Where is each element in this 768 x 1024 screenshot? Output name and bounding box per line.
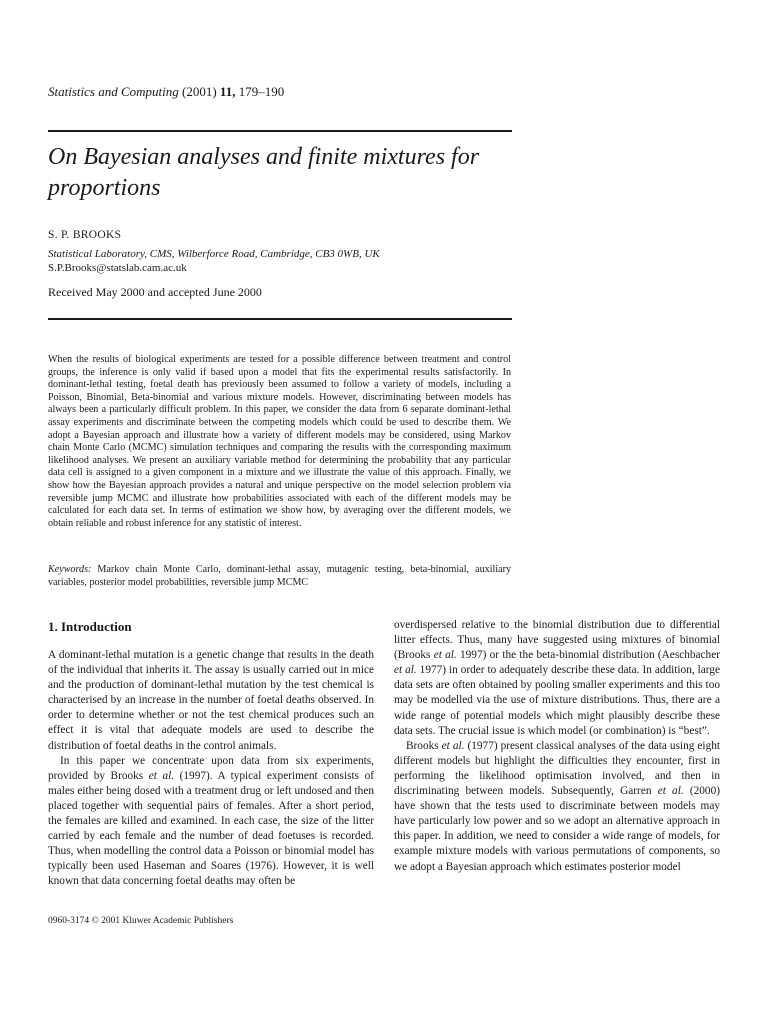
text-run: 1977) in order to adequately describe these data. In addition, large data sets are often obtained by pooling smaller experiments and this too may be modelled via the use of mixture distributions. Thus, there are a wide range of potential models which might plausibly describe these data sets. The crucial issue is which model (or combination) is “best”.: [394, 664, 720, 737]
intro-paragraph-2: [48, 754, 374, 890]
paper-title: On Bayesian analyses and finite mixtures for proportions: [48, 144, 480, 201]
intro-paragraph-1: A dominant-lethal mutation is a genetic change that results in the death of the individual that inherits it. The assay is usually carried out in mice and the production of dominant-lethal mutation by the test chemical is characterised by an increase in the number of foetal deaths observed. In order to determine whether or not the test chemical produces such an effect it is vital that adequate models are used to describe the distribution of foetal deaths in the control animals.: [48, 649, 374, 752]
journal-year: (2001): [181, 84, 217, 99]
top-rule: [48, 130, 512, 132]
received-date: Received May 2000 and accepted June 2000: [48, 285, 262, 299]
right-column: [394, 618, 720, 875]
text-run: (1997). A typical experiment consists of males either being dosed with a treatment drug or left undosed and then placed together with sequential pairs of females. After a short period, the females are killed and examined. In each case, the size of the litter carried by each female and the number of dead foetuses is recorded. Thus, when modelling the control data a Poisson or binomial model has typically been used Haseman and Soares (1976). However, it is well known that data concerning foetal deaths may often be: [48, 769, 374, 888]
text-run: overdispersed relative to the binomial distribution due to differential litter effects. Thus, many have suggested using mixtures of binomial (Brooks: [394, 619, 720, 662]
citation-etal: et al.: [657, 785, 684, 798]
journal-volume: 11,: [219, 84, 236, 99]
keywords: [48, 564, 511, 589]
journal-pages: 179–190: [238, 84, 285, 99]
section-heading-introduction: 1. Introduction: [48, 619, 132, 634]
text-run: Brooks: [406, 739, 442, 752]
intro-paragraph-3: [394, 618, 720, 739]
left-column: [48, 648, 374, 890]
copyright-footer: 0960-3174 © 2001 Kluwer Academic Publishers: [48, 916, 234, 926]
journal-citation: [48, 84, 284, 100]
author-email: S.P.Brooks@statslab.cam.ac.uk: [48, 262, 187, 274]
author-name: S. P. BROOKS: [48, 229, 122, 241]
text-run: (1977) present classical analyses of the data using eight different models but highlight the difficulties they encounter, first in performing the likelihood optimisation involved, and then in discriminating between models. Subsequently, Garren: [394, 739, 721, 798]
journal-name: Statistics and Computing: [48, 84, 179, 99]
text-run: In this paper we concentrate upon data from six experiments, provided by Brooks: [48, 754, 374, 782]
citation-etal: et al.: [394, 664, 417, 677]
keywords-text: Markov chain Monte Carlo, dominant-lethal assay, mutagenic testing, beta-binomial, auxiliary variables, posterior model probabilities, reversible jump MCMC: [48, 564, 511, 588]
citation-etal: et al.: [148, 769, 175, 782]
author-affiliation: Statistical Laboratory, CMS, Wilberforce Road, Cambridge, CB3 0WB, UK: [48, 248, 380, 260]
text-run: 1997) or the the beta-binomial distribution (Aeschbacher: [456, 649, 720, 662]
citation-etal: et al.: [433, 649, 457, 662]
abstract-text: When the results of biological experiments are tested for a possible difference between treatment and control groups, the inference is only valid if based upon a model that fits the experimental results satisfactorily. In dominant-lethal testing, foetal death has previously been assumed to follow a variety of models, including a Poisson, Binomial, Beta-binomial and various mixture models. However, discriminating between models has always been a particularly difficult problem. In this paper, we consider the data from 6 separate dominant-lethal assay experiments and discriminate between the competing models which could be used to describe them. We adopt a Bayesian approach and illustrate how a variety of different models may be considered, using Markov chain Monte Carlo (MCMC) simulation techniques and comparing the results with the corresponding maximum likelihood analyses. We present an auxiliary variable method for determining the probability that any particular data cell is assigned to a given component in a mixture and we illustrate the value of this approach. Finally, we show how the Bayesian approach provides a natural and unique perspective on the model selection problem via reversible jump MCMC and illustrate how probabilities associated with each of the different models may be calculated for each data set. In terms of estimation we show how, by averaging over the different models, we obtain reliable and robust inference for any statistic of interest.: [48, 354, 511, 529]
intro-paragraph-4: [394, 739, 720, 875]
keywords-label: Keywords:: [48, 564, 92, 575]
bottom-rule: [48, 318, 512, 320]
text-run: (2000) have shown that the tests used to discriminate between models may have particularly low power and so we adopt an alternative approach in this paper. In addition, we need to consider a wide range of models, for example mixture models with various permutations of components, so we adopt a Bayesian approach which estimates posterior model: [394, 785, 720, 873]
citation-etal: et al.: [441, 739, 465, 752]
